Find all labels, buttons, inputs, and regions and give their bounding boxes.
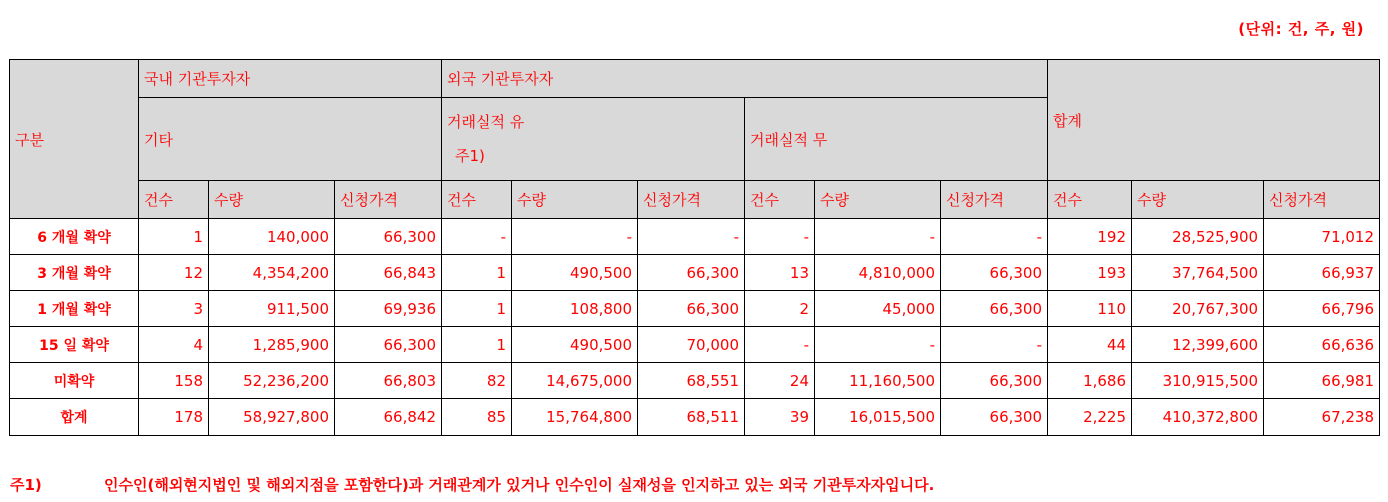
table-cell: 66,300 xyxy=(638,255,745,291)
row-label: 미확약 xyxy=(10,363,139,399)
table-cell: - xyxy=(638,219,745,255)
table-cell: 178 xyxy=(139,399,209,436)
table-cell: - xyxy=(941,327,1048,363)
table-cell: 2,225 xyxy=(1048,399,1132,436)
table-cell: 68,511 xyxy=(638,399,745,436)
table-cell: - xyxy=(442,219,512,255)
table-cell: - xyxy=(815,327,941,363)
table-cell: 67,238 xyxy=(1264,399,1380,436)
row-label: 1 개월 확약 xyxy=(10,291,139,327)
table-cell: 82 xyxy=(442,363,512,399)
table-cell: 66,796 xyxy=(1264,291,1380,327)
table-cell: 110 xyxy=(1048,291,1132,327)
table-cell: 12 xyxy=(139,255,209,291)
table-cell: - xyxy=(941,219,1048,255)
table-cell: 20,767,300 xyxy=(1132,291,1264,327)
table-cell: 66,803 xyxy=(335,363,442,399)
col-count: 건수 xyxy=(442,181,512,219)
table-cell: 1,285,900 xyxy=(209,327,335,363)
col-qty: 수량 xyxy=(512,181,638,219)
col-price: 신청가격 xyxy=(941,181,1048,219)
table-cell: 4,354,200 xyxy=(209,255,335,291)
col-price: 신청가격 xyxy=(335,181,442,219)
col-count: 건수 xyxy=(1048,181,1132,219)
table-cell: 15,764,800 xyxy=(512,399,638,436)
table-cell: 3 xyxy=(139,291,209,327)
col-count: 건수 xyxy=(745,181,815,219)
table-cell: 66,300 xyxy=(941,399,1048,436)
table-cell: 911,500 xyxy=(209,291,335,327)
header-category: 구분 xyxy=(10,60,139,219)
table-cell: 52,236,200 xyxy=(209,363,335,399)
with-record-note: 주1) xyxy=(455,147,485,165)
table-cell: 16,015,500 xyxy=(815,399,941,436)
table-cell: 66,843 xyxy=(335,255,442,291)
subscription-table xyxy=(9,59,1380,436)
header-total: 합계 xyxy=(1048,60,1380,181)
unit-note: (단위: 건, 주, 원) xyxy=(1238,20,1364,38)
row-label: 3 개월 확약 xyxy=(10,255,139,291)
table-cell: 1,686 xyxy=(1048,363,1132,399)
header-with-record xyxy=(442,98,745,181)
table-cell: 310,915,500 xyxy=(1132,363,1264,399)
table-cell: 4 xyxy=(139,327,209,363)
table-cell: 14,675,000 xyxy=(512,363,638,399)
table-cell: - xyxy=(745,219,815,255)
table-cell: 71,012 xyxy=(1264,219,1380,255)
table-cell: 490,500 xyxy=(512,327,638,363)
col-qty: 수량 xyxy=(1132,181,1264,219)
table-cell: 1 xyxy=(442,327,512,363)
table-cell: 58,927,800 xyxy=(209,399,335,436)
table-cell: 4,810,000 xyxy=(815,255,941,291)
table-cell: 66,300 xyxy=(638,291,745,327)
table-cell: 1 xyxy=(139,219,209,255)
col-count: 건수 xyxy=(139,181,209,219)
header-other: 기타 xyxy=(139,98,442,181)
table-cell: 490,500 xyxy=(512,255,638,291)
table-cell: 70,000 xyxy=(638,327,745,363)
table-cell: 13 xyxy=(745,255,815,291)
table-cell: 410,372,800 xyxy=(1132,399,1264,436)
col-qty: 수량 xyxy=(815,181,941,219)
header-row-3 xyxy=(10,181,1380,219)
table-cell: 158 xyxy=(139,363,209,399)
table-cell: 66,937 xyxy=(1264,255,1380,291)
table-row xyxy=(10,363,1380,399)
table-cell: 1 xyxy=(442,255,512,291)
table-cell: 85 xyxy=(442,399,512,436)
table-body xyxy=(10,60,1380,436)
header-without-record: 거래실적 무 xyxy=(745,98,1048,181)
table-cell: - xyxy=(745,327,815,363)
table-cell: 24 xyxy=(745,363,815,399)
table-cell: 37,764,500 xyxy=(1132,255,1264,291)
header-foreign: 외국 기관투자자 xyxy=(442,60,1048,98)
footnote xyxy=(10,474,934,495)
col-price: 신청가격 xyxy=(638,181,745,219)
table-cell: 68,551 xyxy=(638,363,745,399)
table-cell: 69,936 xyxy=(335,291,442,327)
table-cell: 140,000 xyxy=(209,219,335,255)
table-cell: - xyxy=(815,219,941,255)
table-row xyxy=(10,399,1380,436)
table-row xyxy=(10,327,1380,363)
col-price: 신청가격 xyxy=(1264,181,1380,219)
table-row xyxy=(10,219,1380,255)
table-cell: 11,160,500 xyxy=(815,363,941,399)
header-domestic: 국내 기관투자자 xyxy=(139,60,442,98)
table-cell: 28,525,900 xyxy=(1132,219,1264,255)
table-cell: 39 xyxy=(745,399,815,436)
footnote-mark: 주1) xyxy=(10,476,42,494)
table-cell: 66,300 xyxy=(335,327,442,363)
col-qty: 수량 xyxy=(209,181,335,219)
table-cell: - xyxy=(512,219,638,255)
table-cell: 2 xyxy=(745,291,815,327)
table-cell: 192 xyxy=(1048,219,1132,255)
row-label: 6 개월 확약 xyxy=(10,219,139,255)
table-cell: 66,981 xyxy=(1264,363,1380,399)
table-cell: 66,300 xyxy=(941,291,1048,327)
table-cell: 108,800 xyxy=(512,291,638,327)
row-label: 15 일 확약 xyxy=(10,327,139,363)
table-row xyxy=(10,291,1380,327)
table-cell: 66,300 xyxy=(941,363,1048,399)
table-cell: 66,636 xyxy=(1264,327,1380,363)
table-cell: 1 xyxy=(442,291,512,327)
table-cell: 66,842 xyxy=(335,399,442,436)
table-cell: 66,300 xyxy=(941,255,1048,291)
table-cell: 193 xyxy=(1048,255,1132,291)
header-row-1 xyxy=(10,60,1380,98)
table-cell: 66,300 xyxy=(335,219,442,255)
row-label: 합계 xyxy=(10,399,139,436)
with-record-label: 거래실적 유 xyxy=(447,113,525,131)
table-cell: 44 xyxy=(1048,327,1132,363)
table-cell: 12,399,600 xyxy=(1132,327,1264,363)
table-row xyxy=(10,255,1380,291)
footnote-text: 인수인(해외현지법인 및 해외지점을 포함한다)과 거래관계가 있거나 인수인이 실재성을 인지하고 있는 외국 기관투자자입니다. xyxy=(104,476,935,494)
table-cell: 45,000 xyxy=(815,291,941,327)
